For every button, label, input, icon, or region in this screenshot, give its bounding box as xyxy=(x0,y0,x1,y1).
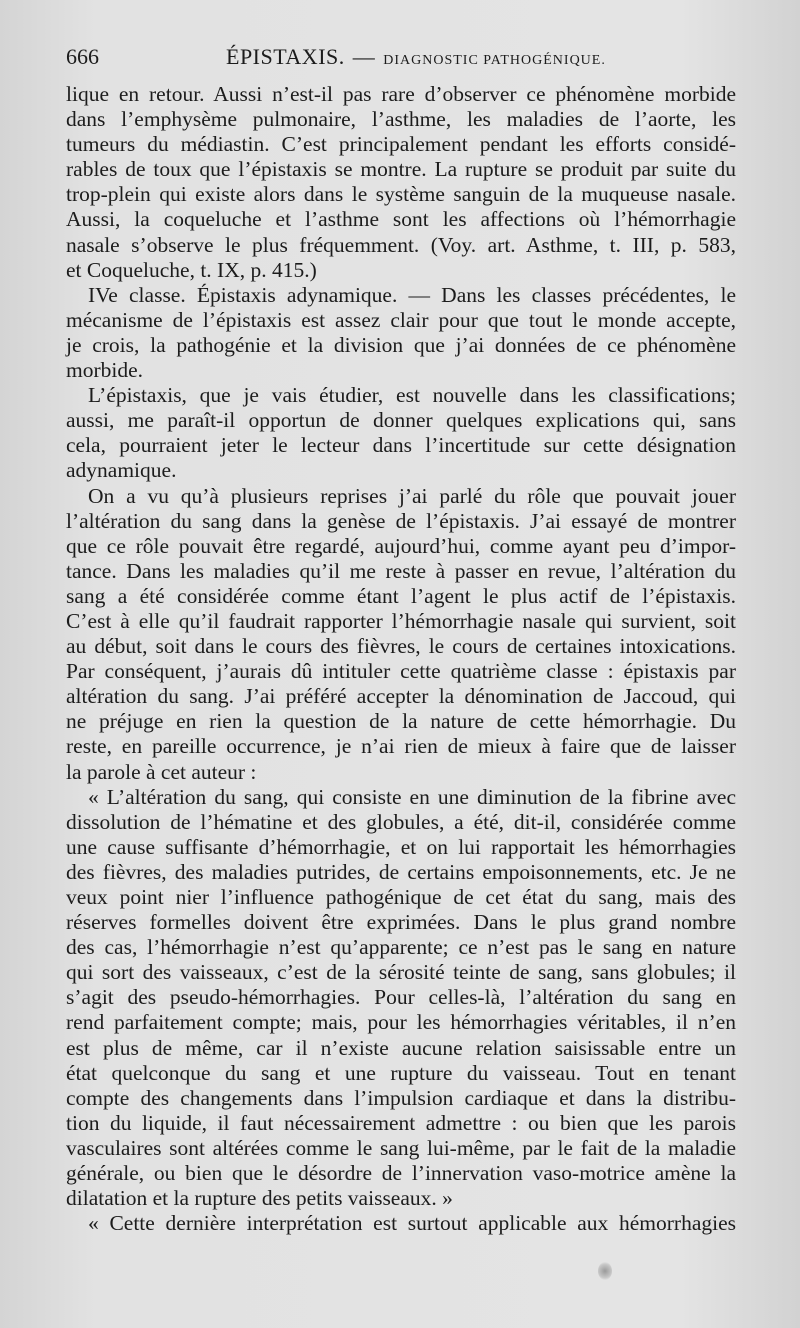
text-line: altération du sang. J’ai préféré accepter la dénomination de Jaccoud, qui xyxy=(66,684,736,709)
text-line: des cas, l’hémorrhagie n’est qu’apparente; ce n’est pas le sang en nature xyxy=(66,935,736,960)
page-number: 666 xyxy=(66,44,99,69)
text-line: des fièvres, des maladies putrides, de certains empoisonnements, etc. Je ne xyxy=(66,859,736,884)
text-line: l’altération du sang dans la genèse de l’épistaxis. J’ai essayé de montrer xyxy=(66,508,736,533)
text-line: Aussi, la coqueluche et l’asthme sont les affections où l’hémorrhagie xyxy=(66,207,736,232)
text-line: C’est à elle qu’il faudrait rapporter l’hémorrhagie nasale qui survient, soit xyxy=(66,608,736,633)
text-line: dilatation et la rupture des petits vaisseaux. » xyxy=(66,1186,453,1211)
text-line: nasale s’observe le plus fréquemment. (Voy. art. Asthme, t. III, p. 583, xyxy=(66,232,736,257)
text-line: cela, pourraient jeter le lecteur dans l’incertitude sur cette désignation xyxy=(66,433,736,458)
running-header xyxy=(66,44,736,74)
text-line: je crois, la pathogénie et la division que j’ai données de ce phénomène xyxy=(66,332,736,357)
text-line: tance. Dans les maladies qu’il me reste à passer en revue, l’altération du xyxy=(66,558,736,583)
text-line: dissolution de l’hématine et des globules, a été, dit-il, considérée comme xyxy=(66,809,736,834)
text-line: tumeurs du médiastin. C’est principalement pendant les efforts considé- xyxy=(66,132,736,157)
text-line: « Cette dernière interprétation est surtout applicable aux hémorrhagies xyxy=(88,1211,736,1236)
text-line: Par conséquent, j’aurais dû intituler cette quatrième classe : épistaxis par xyxy=(66,659,736,684)
text-line: L’épistaxis, que je vais étudier, est nouvelle dans les classifications; xyxy=(88,383,736,408)
text-line: et Coqueluche, t. IX, p. 415.) xyxy=(66,257,317,282)
text-line: morbide. xyxy=(66,358,144,383)
text-line: compte des changements dans l’impulsion cardiaque et dans la distribu- xyxy=(66,1085,736,1110)
text-line: adynamique. xyxy=(66,458,177,483)
text-line: aussi, me paraît-il opportun de donner quelques explications qui, sans xyxy=(66,408,736,433)
text-line: la parole à cet auteur : xyxy=(66,759,257,784)
chapter-title: ÉPISTAXIS. xyxy=(226,44,345,69)
text-line: état quelconque du sang et une rupture du vaisseau. Tout en tenant xyxy=(66,1060,736,1085)
text-line: mécanisme de l’épistaxis est assez clair pour que tout le monde accepte, xyxy=(66,307,736,332)
text-line: générale, ou bien que le désordre de l’innervation vaso-motrice amène la xyxy=(66,1161,736,1186)
section-subtitle: DIAGNOSTIC PATHOGÉNIQUE. xyxy=(383,53,606,68)
text-line: On a vu qu’à plusieurs reprises j’ai parlé du rôle que pouvait jouer xyxy=(88,483,736,508)
text-line: est plus de même, car il n’existe aucune relation saisissable entre un xyxy=(66,1035,736,1060)
text-line: réserves formelles doivent être exprimées. Dans le plus grand nombre xyxy=(66,910,736,935)
text-line: veux point nier l’influence pathogénique de cet état du sang, mais des xyxy=(66,885,736,909)
text-line: trop-plein qui existe alors dans le système sanguin de la muqueuse nasale. xyxy=(66,182,736,207)
text-line: dans l’emphysème pulmonaire, l’asthme, les maladies de l’aorte, les xyxy=(66,107,736,132)
text-line: tion du liquide, il faut nécessairement admettre : ou bien que les parois xyxy=(66,1110,736,1135)
text-line: sang a été considérée comme étant l’agent le plus actif de l’épistaxis. xyxy=(66,583,736,608)
text-line: au début, soit dans le cours des fièvres, le cours de certaines intoxications. xyxy=(66,634,736,659)
text-line: rables de toux que l’épistaxis se montre. La rupture se produit par suite du xyxy=(66,157,736,182)
text-line: reste, en pareille occurrence, je n’ai rien de mieux à faire que de laisser xyxy=(66,734,736,759)
text-line: qui sort des vaisseaux, c’est de la sérosité teinte de sang, sans globules; il xyxy=(66,960,736,985)
text-line: ne préjuge en rien la question de la nature de cette hémorrhagie. Du xyxy=(66,709,736,734)
text-line: IVe classe. Épistaxis adynamique. — Dans les classes précédentes, le xyxy=(88,282,736,307)
text-line: que ce rôle pouvait être regardé, aujourd’hui, comme ayant peu d’impor- xyxy=(66,533,736,558)
text-line: s’agit des pseudo-hémorrhagies. Pour celles-là, l’altération du sang en xyxy=(66,985,736,1010)
text-line: une cause suffisante d’hémorrhagie, et on lui rapportait les hémorrhagies xyxy=(66,834,736,859)
text-line: lique en retour. Aussi n’est-il pas rare d’observer ce phénomène morbide xyxy=(66,82,736,106)
text-line: « L’altération du sang, qui consiste en une diminution de la fibrine avec xyxy=(88,784,736,809)
text-line: rend parfaitement compte; mais, pour les hémorrhagies véritables, il n’en xyxy=(66,1010,736,1035)
title-dash: — xyxy=(352,44,376,69)
running-title xyxy=(226,44,606,70)
body-text xyxy=(66,82,736,1236)
paper-smudge xyxy=(598,1262,612,1280)
text-line: vasculaires sont altérées comme le sang lui-même, par le fait de la maladie xyxy=(66,1135,736,1160)
